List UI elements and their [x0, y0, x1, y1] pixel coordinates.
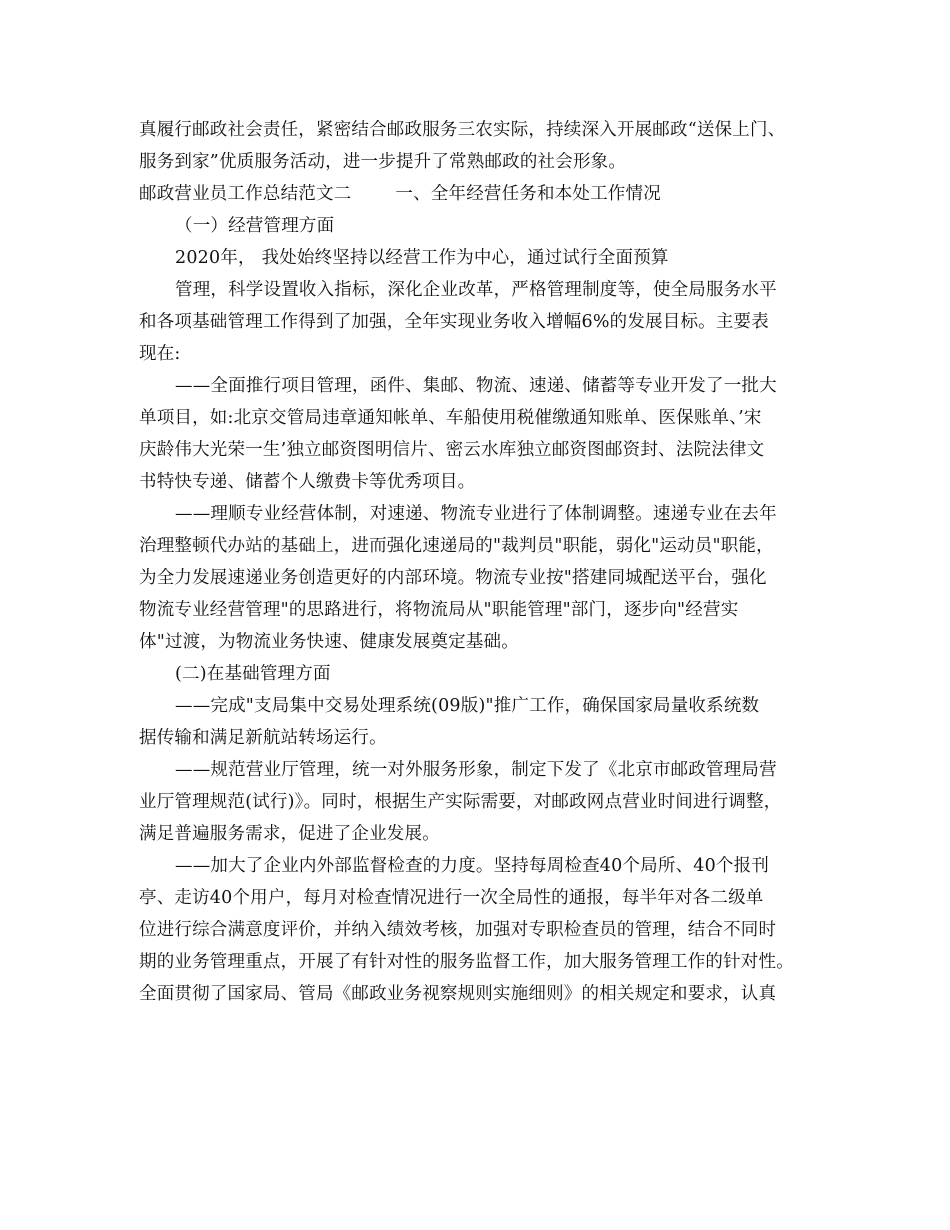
document-title: 邮政营业员工作总结范文二 — [139, 184, 352, 204]
text-line: 单项目，如:北京交管局违章通知帐单、车船使用税催缴通知账单、医保账单、’宋 — [139, 408, 762, 428]
text-line: 期的业务管理重点，开展了有针对性的服务监督工作，加大服务管理工作的针对性。 — [139, 952, 794, 972]
text-line: 体"过渡，为物流业务快速、健康发展奠定基础。 — [139, 632, 519, 652]
text-line: ——全面推行项目管理，函件、集邮、物流、速递、储蓄等专业开发了一批大 — [175, 376, 777, 396]
text-line: 书特快专递、储蓄个人缴费卡等优秀项目。 — [139, 472, 476, 492]
text-line: 据传输和满足新航站转场运行。 — [139, 728, 387, 748]
section-heading-line — [139, 178, 829, 210]
text-line: ——加大了企业内外部监督检查的力度。坚持每周检查40个局所、40个报刊 — [175, 856, 770, 876]
text-line: 亭、走访40个用户，每月对检查情况进行一次全局性的通报，每半年对各二级单 — [139, 888, 764, 908]
text-line: ——理顺专业经营体制，对速递、物流专业进行了体制调整。速递专业在去年 — [175, 504, 777, 524]
section-heading: 一、全年经营任务和本处工作情况 — [395, 184, 661, 204]
text-line: 服务到家”优质服务活动，进一步提升了常熟邮政的社会形象。 — [139, 152, 627, 172]
text-line: 和各项基础管理工作得到了加强，全年实现业务收入增幅6%的发展目标。主要表 — [139, 312, 769, 332]
text-line: 物流专业经营管理"的思路进行，将物流局从"职能管理"部门，逐步向"经营实 — [139, 600, 739, 620]
text-line: 治理整顿代办站的基础上，进而强化速递局的"裁判员"职能，弱化"运动员"职能， — [139, 536, 774, 556]
text-line: 真履行邮政社会责任，紧密结合邮政服务三农实际，持续深入开展邮政“送保上门、 — [139, 120, 786, 140]
text-line: 满足普遍服务需求，促进了企业发展。 — [139, 824, 440, 844]
text-line: ——规范营业厅管理，统一对外服务形象，制定下发了《北京市邮政管理局营 — [175, 760, 777, 780]
subsection-heading: (二)在基础管理方面 — [175, 664, 331, 684]
text-line: 管理，科学设置收入指标，深化企业改革，严格管理制度等，使全局服务水平 — [175, 280, 777, 300]
text-line: 全面贯彻了国家局、管局《邮政业务视察规则实施细则》的相关规定和要求，认真 — [139, 984, 777, 1004]
text-line: 庆龄伟大光荣一生’独立邮资图明信片、密云水库独立邮资图邮资封、法院法律文 — [139, 440, 765, 460]
text-line: 为全力发展速递业务创造更好的内部环境。物流专业按"搭建同城配送平台，强化 — [139, 568, 767, 588]
text-line: ——完成"支局集中交易处理系统(09版)"推广工作，确保国家局量收系统数 — [175, 696, 760, 716]
text-line: 2020年， 我处始终坚持以经营工作为中心，通过试行全面预算 — [175, 248, 669, 268]
text-line: 现在: — [139, 344, 181, 364]
subsection-heading: （一）经营管理方面 — [175, 216, 335, 236]
document-body — [139, 114, 829, 1010]
text-line: 位进行综合满意度评价，并纳入绩效考核，加强对专职检查员的管理，结合不同时 — [139, 920, 777, 940]
text-line: 业厅管理规范(试行)》。同时，根据生产实际需要，对邮政网点营业时间进行调整， — [139, 792, 782, 812]
